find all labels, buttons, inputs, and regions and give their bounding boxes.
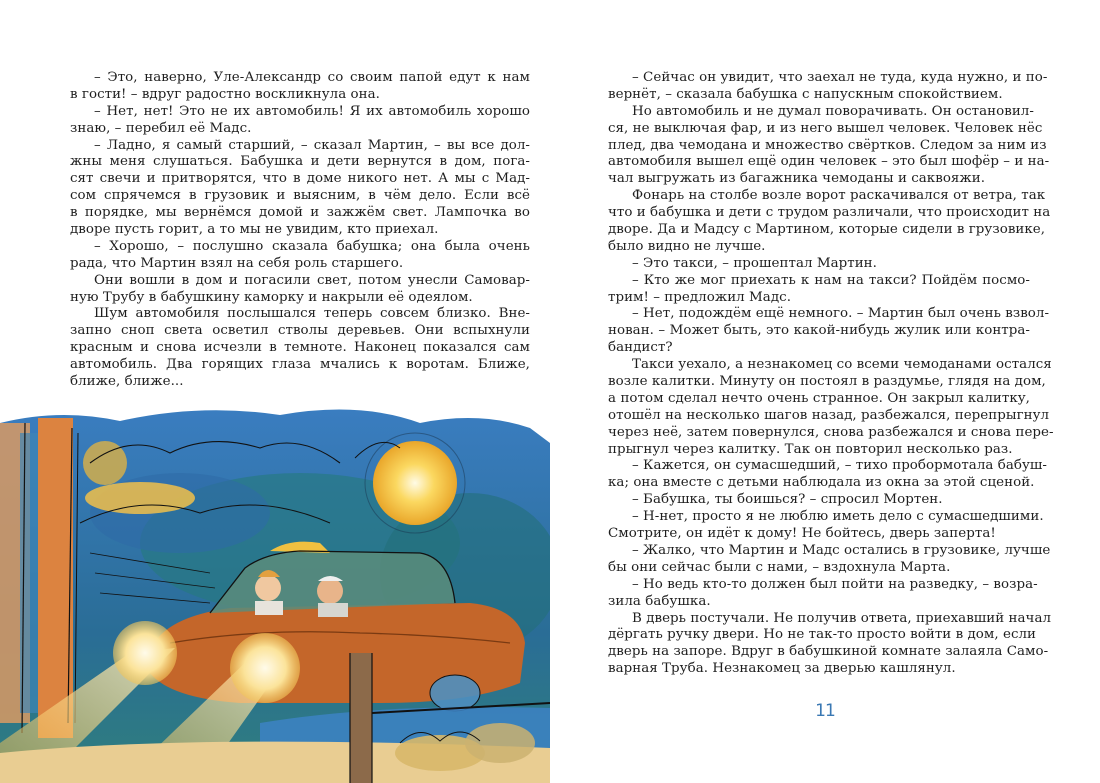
paragraph [608,610,1052,679]
paragraph [608,306,1050,357]
text-line: – Бабушка, ты боишься? – спросил Мортен. [632,492,943,508]
text-line: сят свечи и притворятся, что в доме никого нет. А мы с Мад- [70,171,530,187]
paragraph [70,273,530,307]
text-line: – Кажется, он сумасшедший, – тихо пробормотала бабуш- [632,458,1047,474]
text-line: ка; она вместе с детьми наблюдала из окна за этой сценой. [608,475,1035,491]
text-line: прыгнул через калитку. Так он повторил несколько раз. [608,441,1013,457]
text-line: Смотрите, он идёт к дому! Не бойтесь, дверь заперта! [608,526,996,542]
text-line: бандист? [608,340,673,356]
text-line: – Нет, нет! Это не их автомобиль! Я их автомобиль хорошо [94,103,530,119]
text-line: дверь на запоре. Вдруг в бабушкиной комнате залаяла Само- [608,644,1049,660]
paragraph [608,357,1054,458]
text-line: бы они сейчас были с нами, – вздохнула Марта. [608,559,951,575]
text-line: рада, что Мартин взял на себя роль старшего. [70,255,404,271]
text-line: – Но ведь кто-то должен был пойти на разведку, – возра- [632,576,1038,592]
paragraph [70,138,530,239]
text-line: варная Труба. Незнакомец за дверью кашлянул. [608,661,956,677]
text-line: Но автомобиль и не думал поворачивать. Он остановил- [632,103,1034,119]
text-line: – Нет, подождём ещё немного. – Мартин был очень взвол- [632,306,1050,322]
text-line: В дверь постучали. Не получив ответа, приехавший начал [632,610,1052,626]
text-line: возле калитки. Минуту он постоял в раздумье, глядя на дом, [608,374,1046,390]
text-line: красным и снова исчезли в темноте. Наконец показался сам [70,340,530,356]
text-line: зила бабушка. [608,593,711,609]
text-line: в порядке, мы вернёмся домой и зажжём свет. Лампочка во [70,205,530,221]
paragraph [608,542,1051,577]
text-line: Они вошли в дом и погасили свет, потом унесли Самовар- [94,272,530,288]
paragraph [608,458,1047,492]
text-line: трим! – предложил Мадс. [608,289,791,305]
text-line: а потом сделал нечто очень странное. Он закрыл калитку, [608,390,1030,406]
text-line: ся, не выключая фар, и из него вышел человек. Человек нёс [608,120,1043,136]
paragraph [608,70,1048,104]
text-line: было видно не лучше. [608,238,766,254]
text-line: вернёт, – сказала бабушка с напускным спокойствием. [608,86,1003,102]
text-line: жны меня слушаться. Бабушка и дети вернутся в дом, пога- [70,154,530,170]
text-line: знаю, – перебил её Мадс. [70,120,252,136]
paragraph [70,306,530,390]
paragraph [608,509,1044,543]
paragraph [608,576,1038,611]
text-line: автомобиль. Два горящих глаза мчались к воротам. Ближе, [70,357,530,373]
text-line: – Жалко, что Мартин и Мадс остались в грузовике, лучше [632,542,1051,558]
text-line: дёргать ручку двери. Но не так-то просто войти в дом, если [608,627,1037,643]
text-line: – Сейчас он увидит, что заехал не туда, куда нужно, и по- [632,70,1048,85]
text-line: – Кто же мог приехать к нам на такси? Пойдём посмо- [632,272,1030,288]
text-line: дворе пусть горит, а то мы не увидим, кто приехал. [70,222,439,238]
text-line: сом спрячемся в грузовик и выясним, в чём дело. Если всё [70,188,530,204]
paragraph [608,103,1050,188]
text-line: в гости! – вдруг радостно воскликнула она. [70,86,380,102]
text-line: – Н-нет, просто я не люблю иметь дело с сумасшедшими. [632,509,1044,525]
paragraph [70,104,530,138]
left-page-text [70,70,530,391]
text-line: ближе, ближе... [70,374,184,390]
paragraph [608,256,1030,273]
text-line: отошёл на несколько шагов назад, разбежался, перепрыгнул [608,407,1050,423]
text-line: чал выгружать из багажника чемоданы и саквояжи. [608,171,986,187]
text-line: нован. – Может быть, это какой-нибудь жулик или контра- [608,323,1030,339]
page-number: 11 [815,701,835,721]
text-line: через неё, затем повернулся, снова разбежался и снова пере- [608,424,1054,440]
paragraph [608,188,1051,256]
text-line: ную Трубу в бабушкину каморку и накрыли её одеялом. [70,289,473,305]
paragraph [608,492,1030,509]
paragraph [70,70,530,104]
text-line: дворе. Да и Мадсу с Мартином, которые сидели в грузовике, [608,222,1046,238]
right-page [550,0,1100,783]
text-line: Шум автомобиля послышался теперь совсем близко. Вне- [94,306,530,322]
text-line: – Ладно, я самый старший, – сказал Мартин, – вы все дол- [94,137,530,153]
illustration-svg [0,403,550,783]
right-page-text [608,70,1054,678]
text-line: Фонарь на столбе возле ворот раскачивался от ветра, так [632,188,1046,204]
paragraph [70,239,530,273]
text-line: – Хорошо, – послушно сказала бабушка; она была очень [94,238,530,254]
paragraph [608,273,1030,307]
text-line: запно сноп света осветил стволы деревьев. Они вспыхнули [70,323,530,339]
text-line: автомобиля вышел ещё один человек – это был шофёр – и на- [608,154,1050,170]
car-at-night-illustration [0,403,550,783]
text-line: Такси уехало, а незнакомец со всеми чемоданами остался [632,357,1052,373]
text-line: плед, два чемодана и множество свёртков. Следом за ним из [608,137,1047,153]
text-line: – Это, наверно, Уле-Александр со своим папой едут к нам [94,70,530,85]
text-line: – Это такси, – прошептал Мартин. [632,255,877,271]
text-line: что и бабушка и дети с трудом различали, что происходит на [608,205,1051,221]
